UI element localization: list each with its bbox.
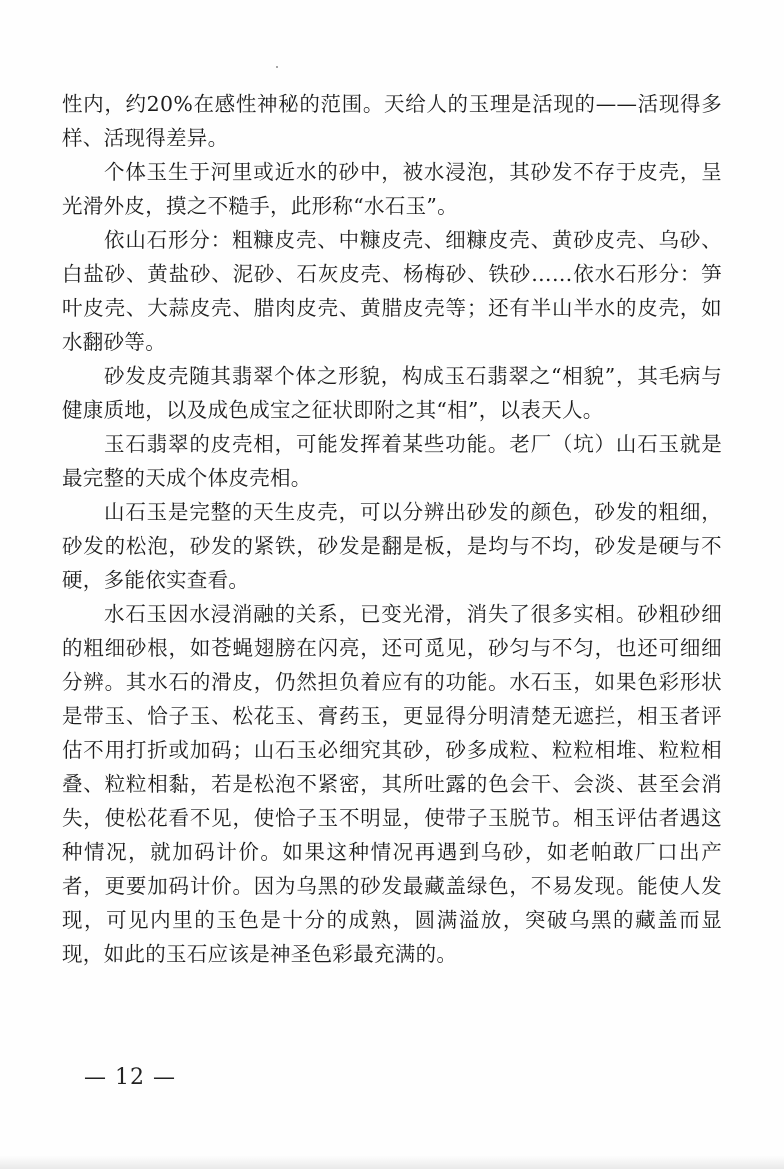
scan-edge: [0, 1155, 784, 1169]
print-speck: [276, 66, 278, 68]
paragraph-water-stone-jade: 个体玉生于河里或近水的砂中，被水浸泡，其砂发不存于皮壳，呈光滑外皮，摸之不糙手，此形称“水石玉”。: [62, 160, 722, 218]
page-number: — 12 —: [84, 1065, 176, 1090]
body-text: [62, 87, 722, 971]
paragraph-water-stone-evaluation: 水石玉因水浸消融的关系，已变光滑，消失了很多实相。砂粗砂细的粗细砂根，如苍蝇翅膀在闪亮，还可觅见，砂匀与不匀，也还可细细分辨。其水石的滑皮，仍然担负着应有的功能。水石玉，如果色彩形状是带玉、恰子玉、松花玉、膏药玉，更显得分明清楚无遮拦，相玉者评估不用打折或加码；山石玉必细究其砂，砂多成粒、粒粒相堆、粒粒相叠、粒粒相黏，若是松泡不紧密，其所吐露的色会干、会淡、甚至会消失，使松花看不见，使恰子玉不明显，使带子玉脱节。相玉评估者遇这种情况，就加码计价。如果这种情况再遇到乌砂，如老帕敢厂口出产者，更要加码计价。因为乌黑的砂发最藏盖绿色，不易发现。能使人发现，可见内里的玉色是十分的成熟，圆满溢放，突破乌黑的藏盖而显现，如此的玉石应该是神圣色彩最充满的。: [62, 602, 722, 966]
paragraph-mountain-stone-jade: 山石玉是完整的天生皮壳，可以分辨出砂发的颜色，砂发的粗细，砂发的松泡，砂发的紧铁，砂发是翻是板，是均与不均，砂发是硬与不硬，多能依实查看。: [62, 500, 722, 592]
paragraph-shell-function: 玉石翡翠的皮壳相，可能发挥着某些功能。老厂（坑）山石玉就是最完整的天成个体皮壳相。: [62, 432, 722, 490]
paragraph-shell-types: 依山石形分：粗糠皮壳、中糠皮壳、细糠皮壳、黄砂皮壳、乌砂、白盐砂、黄盐砂、泥砂、石灰皮壳、杨梅砂、铁砂……依水石形分：笋叶皮壳、大蒜皮壳、腊肉皮壳、黄腊皮壳等；还有半山半水的皮壳，如水翻砂等。: [62, 228, 722, 354]
paragraph-continued: 性内，约20%在感性神秘的范围。天给人的玉理是活现的——活现得多样、活现得差异。: [62, 92, 722, 150]
paragraph-jade-appearance: 砂发皮壳随其翡翠个体之形貌，构成玉石翡翠之“相貌”，其毛病与健康质地，以及成色成宝之征状即附之其“相”，以表天人。: [62, 364, 722, 422]
